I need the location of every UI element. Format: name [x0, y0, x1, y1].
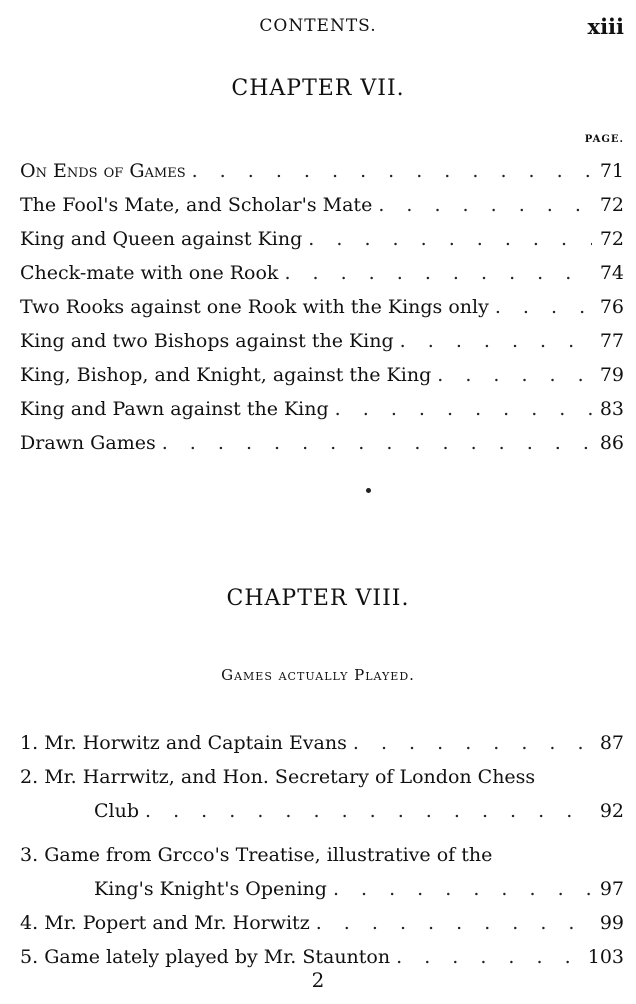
toc-entry-label: King and two Bishops against the King	[20, 330, 394, 352]
toc-entry-number: 2.	[20, 766, 39, 788]
toc-entry-label: On Ends of Games	[20, 160, 186, 182]
toc-entry-page: 86	[599, 432, 624, 454]
toc-entry[interactable]	[20, 290, 624, 324]
toc-entry[interactable]	[20, 906, 624, 940]
toc-entry[interactable]	[20, 358, 624, 392]
toc-entry-label: Check-mate with one Rook	[20, 262, 279, 284]
toc-entry-number: 5.	[20, 946, 39, 968]
toc-entry-label: King and Pawn against the King	[20, 398, 329, 420]
leader-dots	[284, 256, 592, 290]
toc-entry[interactable]	[20, 392, 624, 426]
toc-entry-page: 92	[599, 800, 624, 822]
leader-dots	[333, 872, 592, 906]
leader-dots	[192, 154, 592, 188]
toc-entry-label: Two Rooks against one Rook with the Kings only	[20, 296, 489, 318]
leader-dots	[400, 324, 592, 358]
toc-entry-title: Mr. Horwitz and Captain Evans	[44, 732, 347, 754]
chapter-7-heading: CHAPTER VII.	[231, 76, 405, 101]
toc-entry-first-line[interactable]	[20, 760, 624, 794]
running-title: CONTENTS.	[259, 16, 377, 36]
toc-entry-label	[20, 726, 347, 760]
toc-entry-continuation[interactable]	[94, 794, 624, 828]
leader-dots	[378, 188, 592, 222]
toc-entry-page: 77	[599, 330, 624, 352]
leader-dots	[308, 222, 592, 256]
toc-entry-label: King, Bishop, and Knight, against the King	[20, 364, 432, 386]
toc-entry-label: Club	[94, 800, 140, 822]
toc-entry-page: 97	[599, 878, 624, 900]
toc-entry[interactable]	[20, 154, 624, 188]
toc-entry-label: King's Knight's Opening	[94, 878, 327, 900]
toc-entry[interactable]	[20, 222, 624, 256]
toc-entry-page: 72	[599, 228, 624, 250]
toc-entry-page: 99	[599, 912, 624, 934]
toc-entry-title: Game lately played by Mr. Staunton	[44, 946, 391, 968]
leader-dots	[437, 358, 592, 392]
toc-entry[interactable]	[20, 188, 624, 222]
toc-entry-page: 79	[599, 364, 624, 386]
leader-dots	[316, 906, 592, 940]
toc-entry-label: Drawn Games	[20, 432, 156, 454]
toc-entry-number: 1.	[20, 732, 39, 754]
page-column-label: PAGE.	[584, 134, 624, 145]
toc-entry-page: 76	[599, 296, 624, 318]
toc-entry-title: Mr. Harrwitz, and Hon. Secretary of London Chess	[44, 766, 536, 788]
toc-entry-title: Mr. Popert and Mr. Horwitz	[44, 912, 310, 934]
signature-mark: 2	[311, 968, 325, 992]
section-subheading: Games actually Played.	[221, 666, 415, 684]
toc-entry[interactable]	[20, 426, 624, 460]
page-number: xiii	[587, 14, 624, 39]
toc-entry-label: King and Queen against King	[20, 228, 303, 250]
toc-entry-page: 72	[599, 194, 624, 216]
chapter-8-heading: CHAPTER VIII.	[226, 586, 410, 611]
leader-dots	[495, 290, 592, 324]
toc-entry-first-line[interactable]	[20, 838, 624, 872]
toc-entry-page: 103	[587, 946, 624, 968]
leader-dots	[353, 726, 592, 760]
stray-dot-mark	[366, 488, 371, 493]
toc-entry-page: 71	[599, 160, 624, 182]
toc-entry-number: 4.	[20, 912, 39, 934]
toc-entry-label: The Fool's Mate, and Scholar's Mate	[20, 194, 373, 216]
toc-entry-continuation[interactable]	[94, 872, 624, 906]
toc-entry[interactable]	[20, 324, 624, 358]
leader-dots	[145, 794, 592, 828]
toc-entry-page: 87	[599, 732, 624, 754]
toc-entry-page: 83	[599, 398, 624, 420]
toc-entry[interactable]	[20, 256, 624, 290]
leader-dots	[162, 426, 592, 460]
toc-entry-page: 74	[599, 262, 624, 284]
toc-entry-title: Game from Grcco's Treatise, illustrative of the	[44, 844, 493, 866]
running-head	[0, 14, 636, 38]
toc-entry[interactable]	[20, 726, 624, 760]
toc-entry-number: 3.	[20, 844, 39, 866]
leader-dots	[335, 392, 592, 426]
